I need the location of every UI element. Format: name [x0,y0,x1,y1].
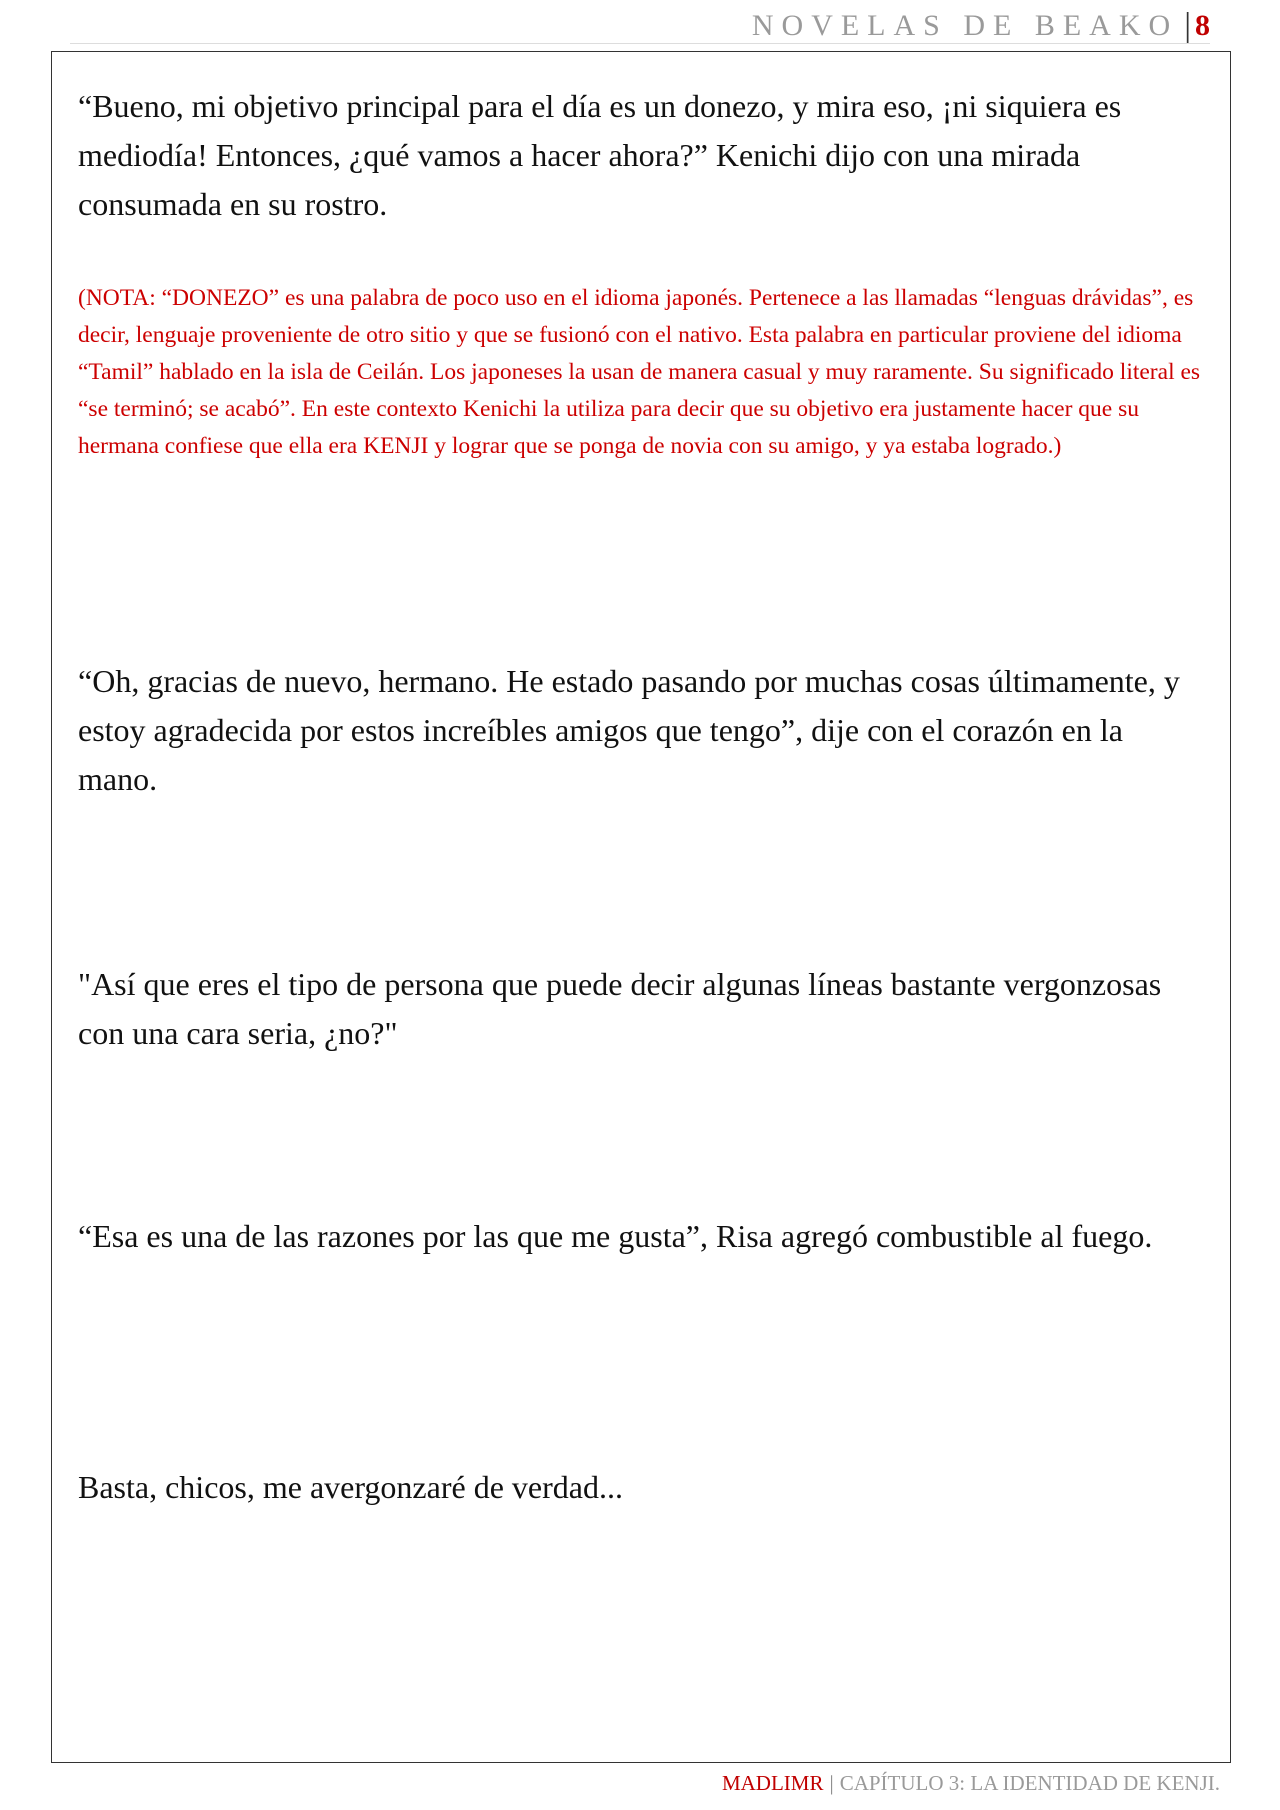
paragraph-block-5 [78,1463,1203,1512]
page-footer [722,1771,1220,1796]
footer-separator: | [829,1771,834,1795]
translator-note-block [78,280,1203,465]
paragraph-1: “Bueno, mi objetivo principal para el día es un donezo, y mira eso, ¡ni siquiera es mediodía! Entonces, ¿qué vamos a hacer ahora?” Kenichi dijo con una mirada consumada en su rostro. [78,88,1122,222]
footer-author: MADLIMR [721,1771,824,1795]
page-number: 8 [1195,9,1210,42]
paragraph-4: “Esa es una de las razones por las que me gusta”, Risa agregó combustible al fuego. [78,1218,1153,1254]
translator-note: (NOTA: “DONEZO” es una palabra de poco uso en el idioma japonés. Pertenece a las llamadas “lenguas drávidas”, es decir, lenguaje proveniente de otro sitio y que se fusionó con el nativo. Esta palabra en particular proviene del idioma “Tamil” hablado en la isla de Ceilán. Los japoneses la usan de manera casual y muy raramente. Su significado literal es “se terminó; se acabó”. En este contexto Kenichi la utiliza para decir que su objetivo era justamente hacer que su hermana confiese que ella era KENJI y lograr que se ponga de novia con su amigo, y ya estaba logrado.) [78,285,1201,459]
paragraph-block-4 [78,1212,1203,1261]
footer-chapter: CAPÍTULO 3: LA IDENTIDAD DE KENJI. [839,1771,1220,1795]
paragraph-2: “Oh, gracias de nuevo, hermano. He estado pasando por muchas cosas últimamente, y estoy agradecida por estos increíbles amigos que tengo”, dije con el corazón en la mano. [78,663,1180,797]
header-rule [70,43,1210,44]
paragraph-3: "Así que eres el tipo de persona que puede decir algunas líneas bastante vergonzosas con una cara seria, ¿no?" [78,966,1162,1051]
header-separator: | [1184,7,1191,44]
page-header [752,6,1210,46]
paragraph-block-2 [78,657,1203,804]
header-title: NOVELAS DE BEAKO [751,9,1179,42]
paragraph-block-3 [78,960,1203,1058]
paragraph-5: Basta, chicos, me avergonzaré de verdad... [78,1469,623,1505]
paragraph-block-1 [78,82,1203,229]
